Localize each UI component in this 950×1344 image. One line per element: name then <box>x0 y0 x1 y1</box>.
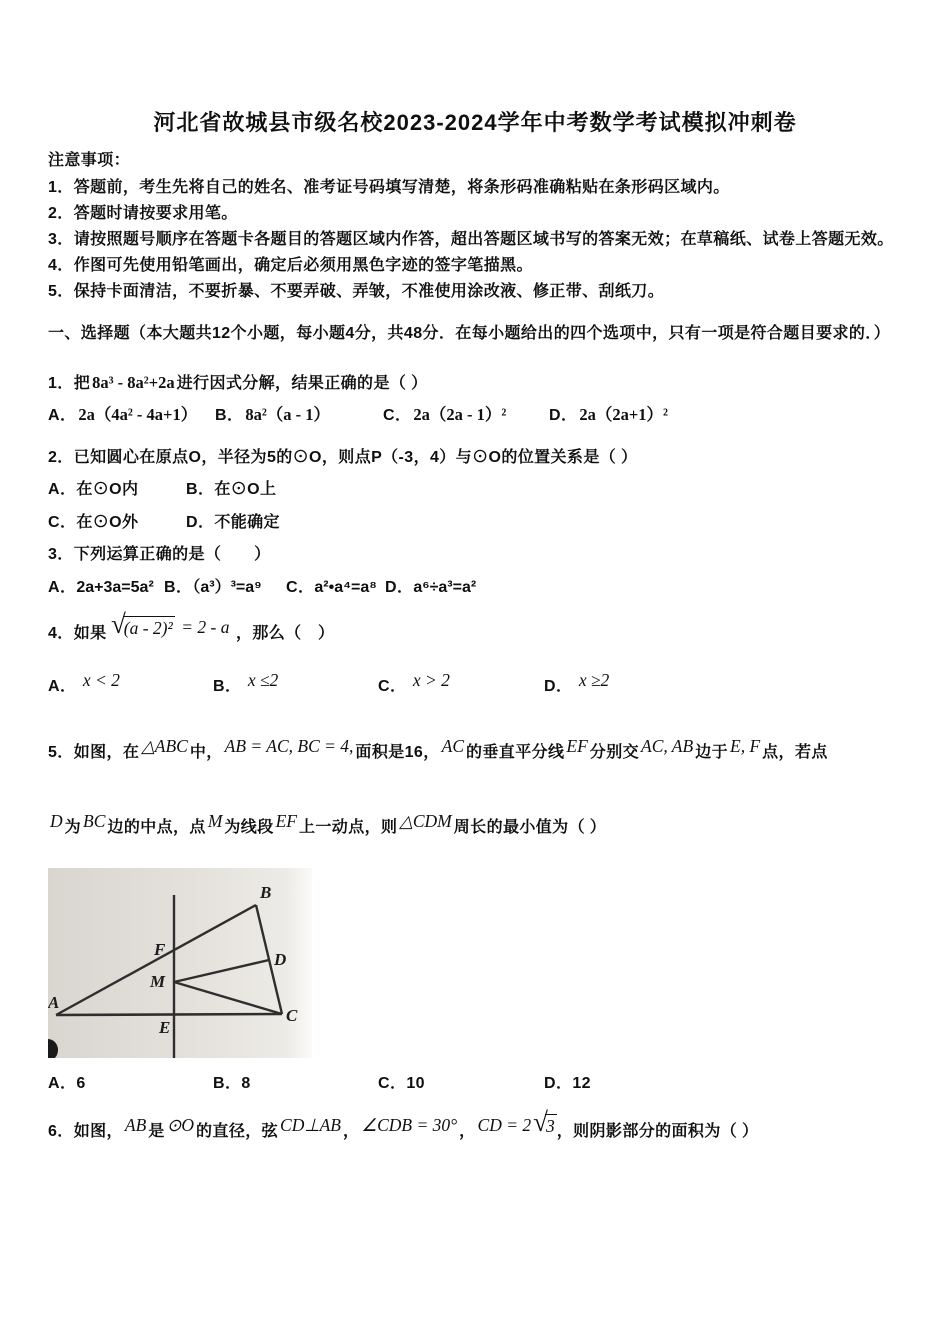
q5-option-c: C．10 <box>378 1075 425 1092</box>
q3-option-d: D．a⁶÷a³=a² <box>385 579 477 596</box>
q3-option-a: A．2a+3a=5a² <box>48 579 154 596</box>
q3-option-b: B．（a³）³=a⁹ <box>164 579 262 596</box>
question-1-stem <box>48 372 428 395</box>
vertex-label-b: B <box>260 883 272 902</box>
vertex-label-a: A <box>48 993 60 1012</box>
page-title: 河北省故城县市级名校2023-2024学年中考数学考试模拟冲刺卷 <box>153 110 797 135</box>
radicand: (a - 2)² <box>123 618 173 638</box>
vertex-label-d: D <box>274 950 287 969</box>
radical-sign: √ <box>110 609 126 639</box>
sqrt-expression-q6 <box>533 1107 557 1139</box>
q4-option-c: C． x > 2 <box>378 670 450 695</box>
vertex-label-c: C <box>286 1006 298 1025</box>
notice-item-4: 4．作图可先使用铅笔画出，确定后必须用黑色字迹的签字笔描黑。 <box>48 257 533 274</box>
q4-stem-post: ，那么（ ） <box>235 625 335 642</box>
line-ac <box>56 1014 282 1015</box>
q2-option-d: D．不能确定 <box>186 514 280 531</box>
q5-option-a: A．6 <box>48 1075 86 1092</box>
q5-option-d: D．12 <box>544 1075 591 1092</box>
q4-stem-pre: 4．如果 <box>48 625 107 642</box>
q1-option-a: A． 2a（4a² - 4a+1） <box>48 405 198 424</box>
radicand-q6: 3 <box>545 1116 555 1136</box>
q1-stem-pre: 1．把 <box>48 375 91 392</box>
notice-item-2: 2．答题时请按要求用笔。 <box>48 205 238 222</box>
question-5-stem-line1: 5．如图，在 △ABC 中， AB = AC, BC = 4, 面积是16， AC 的垂直平分线 EF 分别交 AC, AB 边于 E, F 点，若点 <box>48 736 828 761</box>
q3-option-c: C．a²•a⁴=a⁸ <box>286 579 377 596</box>
q1-stem-post: 进行因式分解，结果正确的是（ ） <box>176 375 428 392</box>
q2-option-c: C．在⊙O外 <box>48 514 139 531</box>
q4-rhs: = 2 - a <box>181 617 230 637</box>
question-5-stem-line2: D 为 BC 边的中点，点 M 为线段 EF 上一动点，则 △CDM 周长的最小值为（ ） <box>50 811 607 836</box>
notice-item-5: 5．保持卡面清洁，不要折暴、不要弄破、弄皱，不准使用涂改液、修正带、刮纸刀。 <box>48 283 665 300</box>
notice-item-3: 3．请按照题号顺序在答题卡各题目的答题区域内作答，超出答题区域书写的答案无效；在草稿纸、试卷上答题无效。 <box>48 231 894 248</box>
sqrt-expression <box>110 609 175 641</box>
q1-option-d: D． 2a（2a+1）² <box>549 405 668 424</box>
vertex-label-m: M <box>150 972 166 991</box>
q5-option-b: B．8 <box>213 1075 251 1092</box>
radical-sign-q6: √ <box>533 1107 548 1137</box>
q1-expression: 8a³ - 8a²+2a <box>92 373 175 392</box>
question-3-stem: 3．下列运算正确的是（ ） <box>48 546 271 563</box>
q6-stem-post: ，则阴影部分的面积为（ ） <box>556 1123 759 1140</box>
notice-heading: 注意事项： <box>48 152 131 169</box>
question-6-stem: 6．如图， AB 是 ⊙O 的直径，弦 CD⊥AB ， ∠CDB = 30° ， CD = 2√3 ，则阴影部分的面积为（ ） <box>48 1107 759 1140</box>
vertex-label-f: F <box>154 940 166 959</box>
page-title-row <box>0 112 950 137</box>
q1-option-b: B． 8a²（a - 1） <box>215 405 331 424</box>
q4-option-b: B． x ≤2 <box>213 670 279 695</box>
q1-option-c: C． 2a（2a - 1）² <box>383 405 507 424</box>
vertex-label-e: E <box>159 1018 171 1037</box>
section-heading: 一、选择题（本大题共12个小题，每小题4分，共48分．在每小题给出的四个选项中，只有一项是符合题目要求的．） <box>48 325 891 342</box>
photo-background <box>48 868 312 1058</box>
q4-option-a: A． x < 2 <box>48 670 120 695</box>
triangle-figure <box>48 868 312 1058</box>
question-4-stem <box>48 609 335 645</box>
q2-option-b: B．在⊙O上 <box>186 481 277 498</box>
q2-option-a: A．在⊙O内 <box>48 481 139 498</box>
question-2-stem: 2．已知圆心在原点O，半径为5的⊙O，则点P（-3，4）与⊙O的位置关系是（ ） <box>48 449 638 466</box>
notice-item-1: 1．答题前，考生先将自己的姓名、准考证号码填写清楚，将条形码准确粘贴在条形码区域内。 <box>48 179 730 196</box>
q4-option-d: D． x ≥2 <box>544 670 610 695</box>
